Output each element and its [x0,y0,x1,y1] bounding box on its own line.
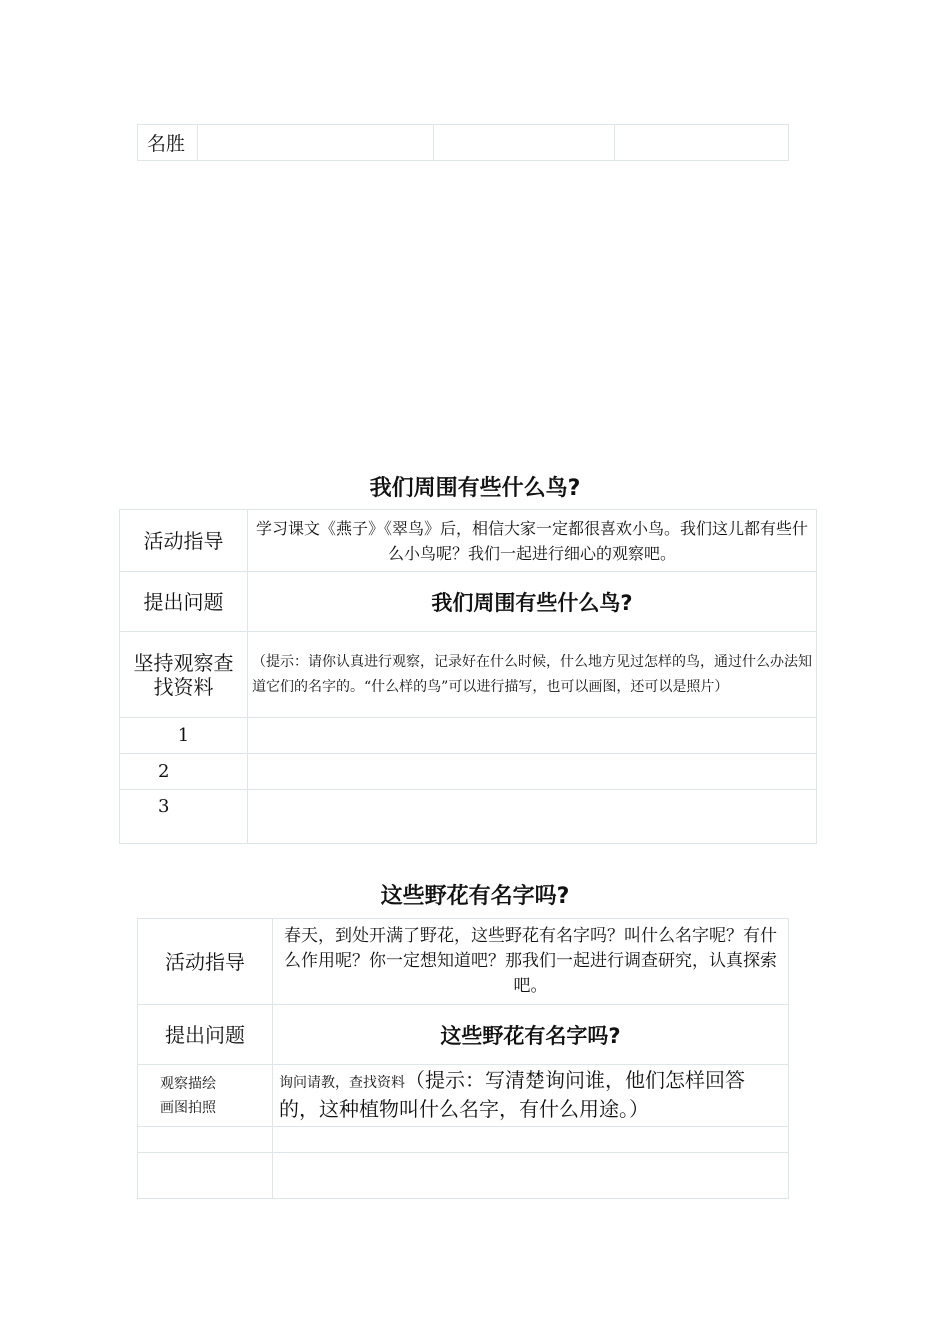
table-cell[interactable] [434,125,615,161]
observe-label: 坚持观察查找资料 [120,632,248,718]
table-row [120,572,817,632]
answer-cell[interactable] [273,1153,789,1199]
top-table [137,124,789,161]
row-number: 2 [120,754,248,790]
table-row [138,1153,789,1199]
table-row [120,632,817,718]
birds-table [119,509,817,844]
top-label-cell [138,125,198,161]
table-row [120,718,817,754]
table-cell[interactable] [615,125,789,161]
question-text: 这些野花有名字吗? [273,1005,789,1065]
observe-label-line: 画图拍照 [160,1099,216,1116]
guide-label: 活动指导 [120,510,248,572]
table-cell[interactable] [138,1127,273,1153]
hint-text: （提示：请你认真进行观察，记录好在什么时候，什么地方见过怎样的鸟，通过什么办法知道它们的名字的。“什么样的鸟”可以进行描写，也可以画图，还可以是照片） [248,632,817,718]
hint-cell [273,1065,789,1127]
answer-cell[interactable] [248,718,817,754]
scenic-label: 名胜 [147,133,186,155]
table-cell[interactable] [138,1153,273,1199]
row-number: 3 [120,790,248,844]
table-row [138,1005,789,1065]
observe-label-line: 观察描绘 [160,1075,216,1092]
table-row [138,1065,789,1127]
table-row [120,790,817,844]
hint-large-text: （提示：写清楚询问谁，他们怎样回答的，这种植物叫什么名字，有什么用途。） [279,1068,745,1121]
question-label: 提出问题 [138,1005,273,1065]
flowers-table [137,918,789,1199]
question-text: 我们周围有些什么鸟? [248,572,817,632]
row-number: 1 [120,718,248,754]
table-row [120,754,817,790]
birds-title: 我们周围有些什么鸟? [369,476,581,501]
question-label: 提出问题 [120,572,248,632]
table-row [138,1127,789,1153]
table-row [120,510,817,572]
table-cell[interactable] [198,125,434,161]
guide-text: 春天，到处开满了野花，这些野花有名字吗？叫什么名字呢？有什么作用呢？你一定想知道吧？那我们一起进行调查研究，认真探索吧。 [273,919,789,1005]
hint-small-text: 询问请教，查找资料 [279,1075,405,1091]
table-row [138,125,789,161]
guide-text: 学习课文《燕子》《翠鸟》后，相信大家一定都很喜欢小鸟。我们这儿都有些什么小鸟呢？我们一起进行细心的观察吧。 [248,510,817,572]
flowers-title: 这些野花有名字吗? [380,884,570,909]
observe-label [138,1065,273,1127]
table-row [138,919,789,1005]
answer-cell[interactable] [248,790,817,844]
answer-cell[interactable] [248,754,817,790]
answer-cell[interactable] [273,1127,789,1153]
guide-label: 活动指导 [138,919,273,1005]
